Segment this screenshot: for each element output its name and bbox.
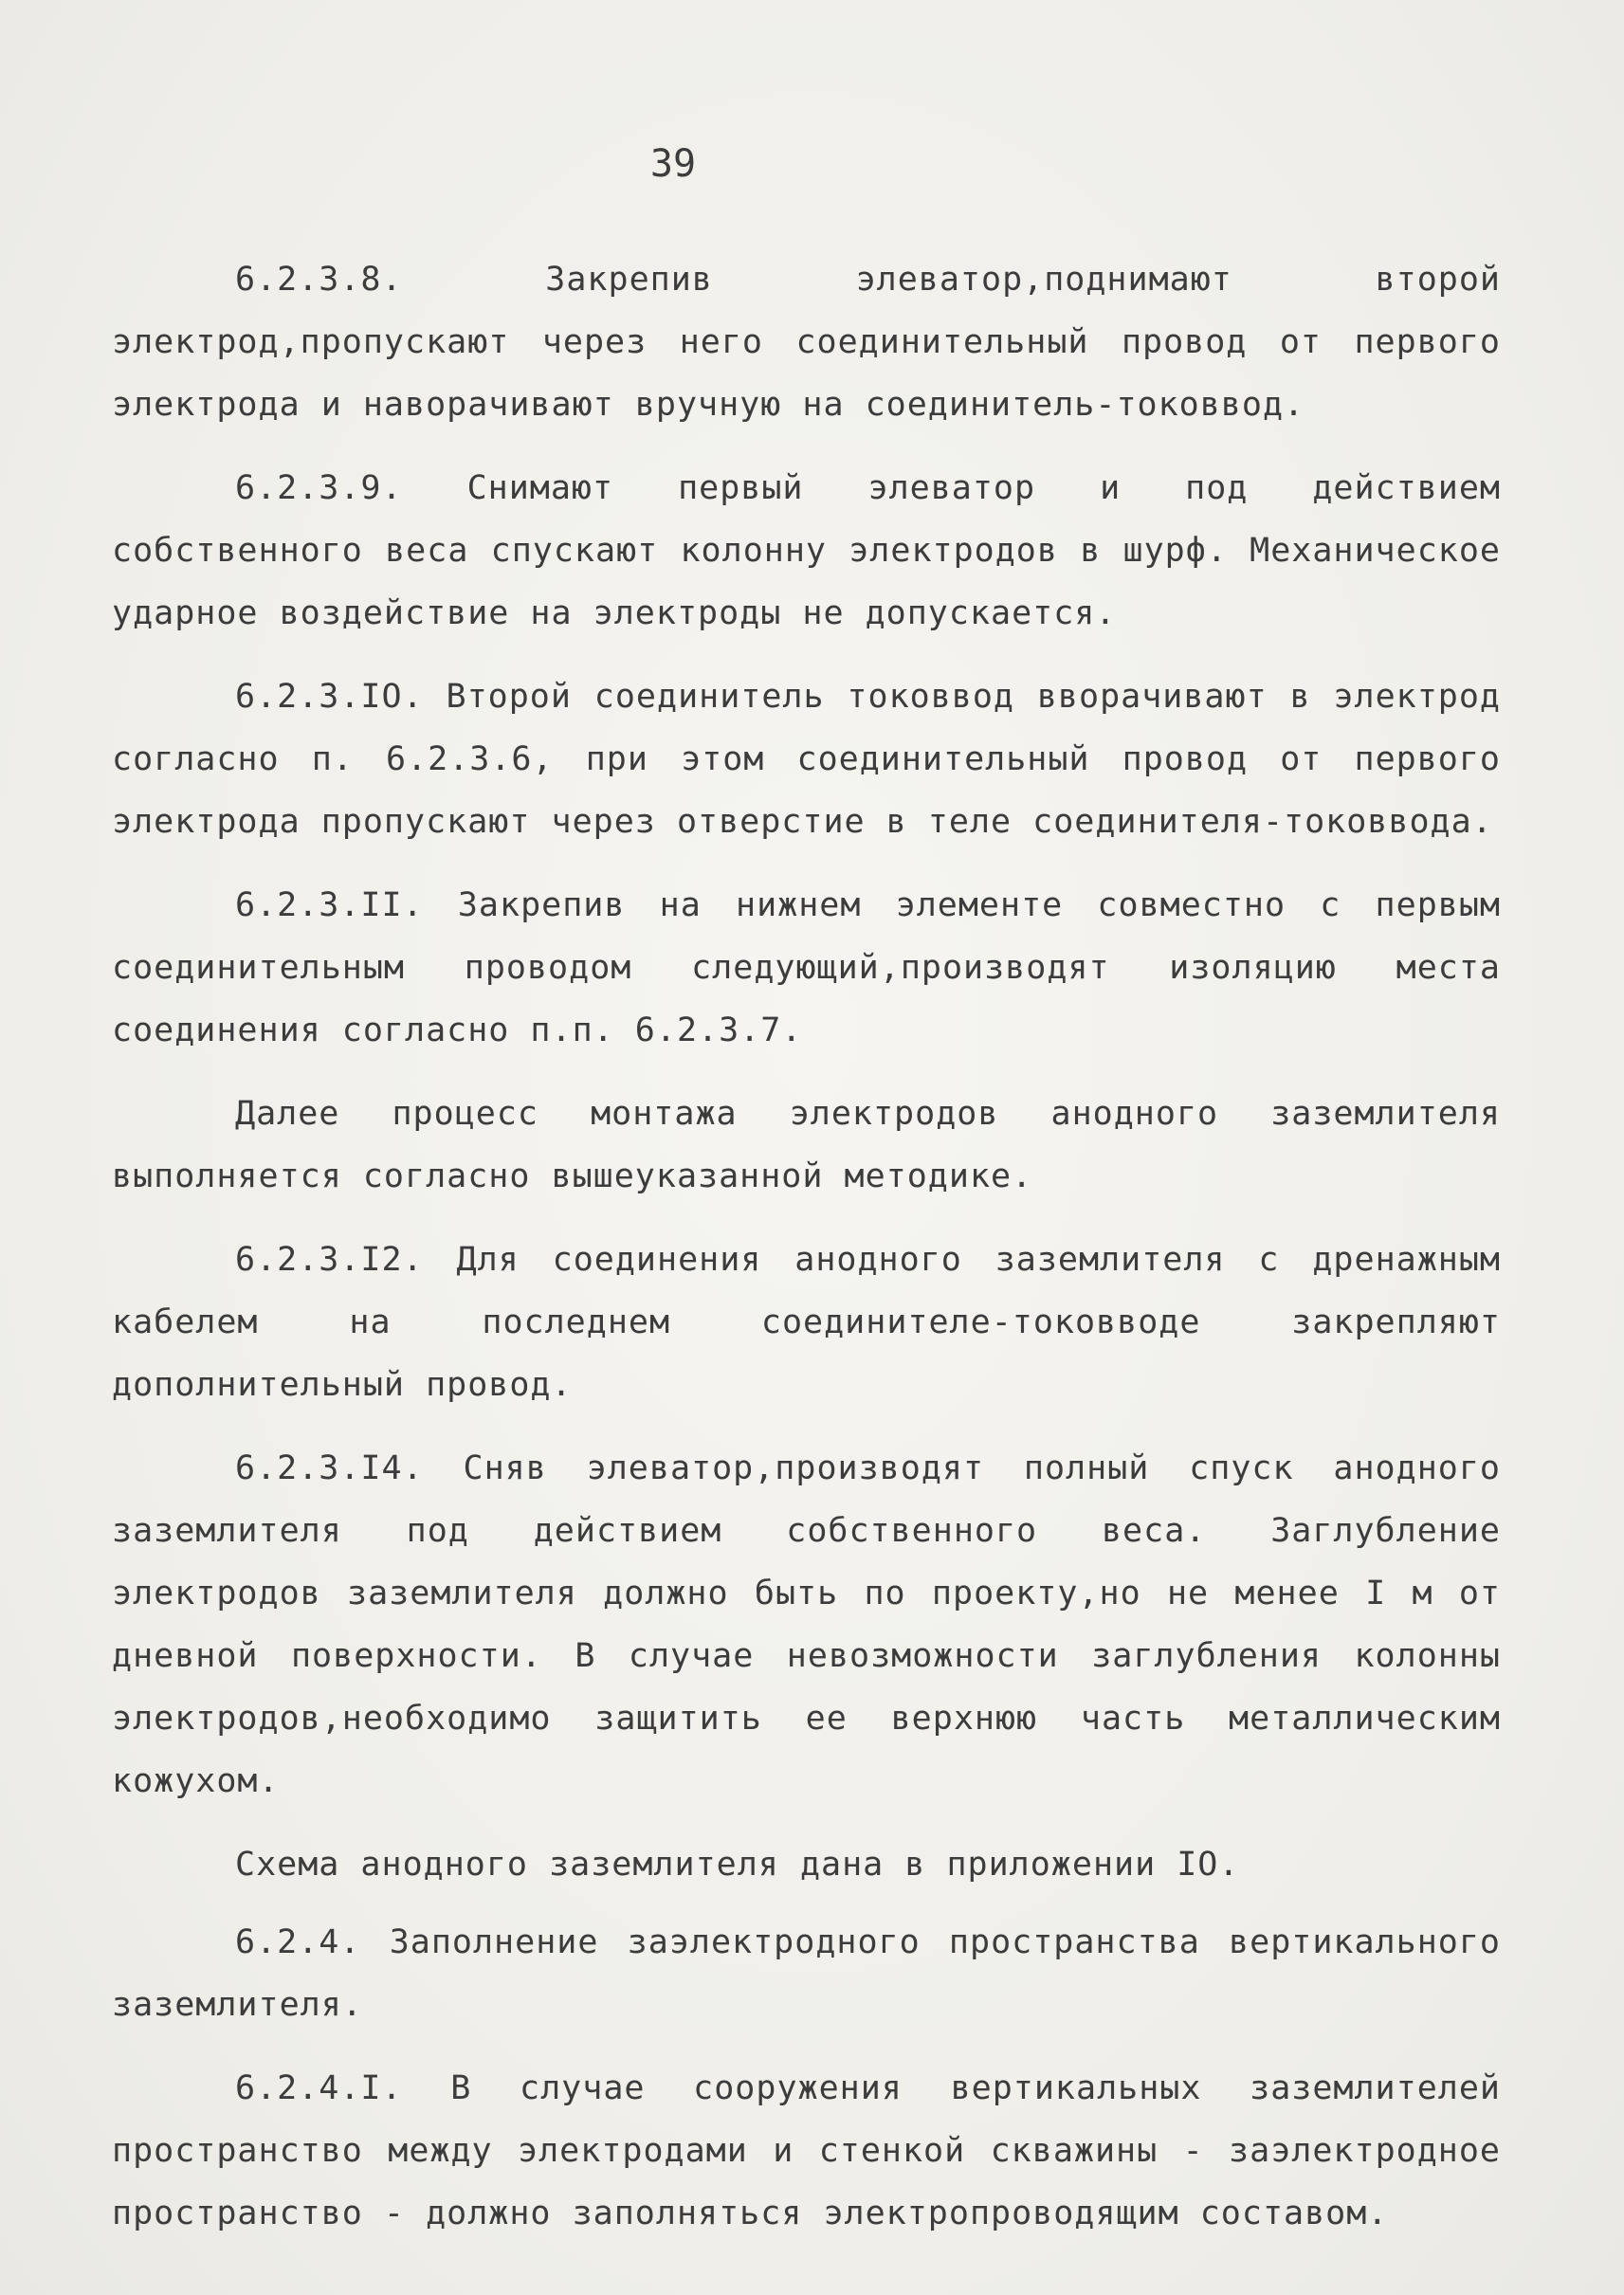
paragraph-6-2-3-8: 6.2.3.8. Закрепив элеватор,поднимают второй электрод,пропускают через него соединительный провод от первого электрода и наворачивают вручную на соединитель-токоввод.	[112, 261, 1501, 424]
paragraph-6-2-3-11: 6.2.3.II. Закрепив на нижнем элементе совместно с первым соединительным проводом следующий,производят изоляцию места соединения согласно п.п. 6.2.3.7.	[112, 886, 1501, 1049]
document-body	[112, 248, 1501, 2266]
page-number: 39	[649, 142, 697, 186]
paragraph-6-2-3-12: 6.2.3.I2. Для соединения анодного заземлителя с дренажным кабелем на последнем соединителе-токовводе закрепляют дополнительный провод.	[112, 1241, 1501, 1404]
section-heading-6-2-4: 6.2.4. Заполнение заэлектродного пространства вертикального заземлителя.	[112, 1923, 1501, 2024]
paragraph-6-2-4-1: 6.2.4.I. В случае сооружения вертикальных заземлителей пространство между электродами и стенкой скважины - заэлектродное пространство - должно заполняться электропроводящим составом.	[112, 2069, 1501, 2232]
paragraph-6-2-3-10: 6.2.3.IO. Второй соединитель токоввод вворачивают в электрод согласно п. 6.2.3.6, при этом соединительный провод от первого электрода пропускают через отверстие в теле соединителя-токоввода.	[112, 678, 1501, 841]
paragraph-assembly-note: Далее процесс монтажа электродов анодного заземлителя выполняется согласно вышеуказанной методике.	[112, 1095, 1501, 1195]
paragraph-6-2-3-14: 6.2.3.I4. Сняв элеватор,производят полный спуск анодного заземлителя под действием собственного веса. Заглубление электродов заземлителя должно быть по проекту,но не менее I м от дневной поверхности. В случае невозможности заглубления колонны электродов,необходимо защитить ее верхнюю часть металлическим кожухом.	[112, 1449, 1501, 1800]
paragraph-scheme-reference: Схема анодного заземлителя дана в приложении IO.	[235, 1846, 1240, 1884]
paragraph-6-2-3-9: 6.2.3.9. Снимают первый элеватор и под действием собственного веса спускают колонну электродов в шурф. Механическое ударное воздействие на электроды не допускается.	[112, 469, 1501, 632]
